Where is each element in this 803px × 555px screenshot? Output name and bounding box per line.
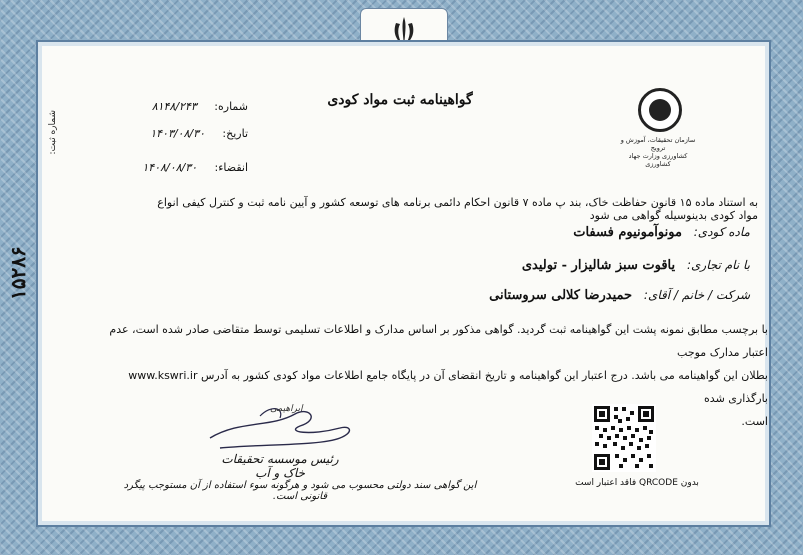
legal-notice: این گواهی سند دولتی محسوب می شود و هرگونه سوء استفاده از آن مستوجب پیگرد قانونی است. — [123, 480, 477, 502]
trade-name-label: با نام تجاری: — [686, 258, 750, 272]
fertilizer-label: ماده کودی: — [693, 225, 750, 239]
number-label: شماره: — [214, 100, 248, 113]
registration-number: ۱۵۲۸۶ — [6, 246, 30, 300]
fertilizer-row — [380, 225, 750, 240]
certificate-title: گواهینامه ثبت مواد کودی — [327, 92, 473, 108]
trade-name-row — [380, 258, 750, 273]
number-value: ۸۱۴۸/۲۴۳ — [151, 100, 197, 113]
logo-caption-line2: کشاورزی وزارت جهاد کشاورزی — [628, 152, 688, 168]
registration-label: شماره ثبت: — [48, 110, 58, 155]
expiry-label: انقضاء: — [214, 161, 248, 174]
agri-jihad-logo — [618, 88, 698, 168]
qr-code-icon — [592, 404, 656, 472]
company-row — [380, 288, 750, 303]
certificate-text-line1: با برچسب مطابق نمونه پشت این گواهینامه ثبت گردید. گواهی مذکور بر اساس مدارک و اطلاعات تسلیمی توسط متقاضی صادر شده است، عدم اعتبار مدارک موجب — [109, 323, 768, 359]
intro-paragraph: به استناد ماده ۱۵ قانون حفاظت خاک، بند پ ماده ۷ قانون احکام دائمی برنامه های توسعه کشور و آیین نامه ثبت و کنترل کیفی انواع مواد کودی بدینوسیله گواهی می شود — [157, 196, 758, 222]
fertilizer-value: مونوآمونیوم فسفات — [573, 225, 682, 240]
signatory-title: رئیس موسسه تحقیقات خاک و آب — [221, 452, 339, 480]
logo-caption-line1: سازمان تحقیقات، آموزش و ترویج — [620, 136, 696, 152]
logo-caption — [618, 136, 698, 168]
company-value: حمیدرضا کلالی سروستانی — [489, 288, 633, 303]
trade-name-value: یاقوت سبز شالیزار - تولیدی — [521, 258, 676, 273]
signature — [200, 398, 365, 456]
date-row — [88, 127, 248, 140]
company-label: شرکت / خانم / آقای: — [643, 288, 750, 302]
signature-name: ابراهیمی — [270, 404, 303, 414]
certificate-text-line2: بطلان این گواهینامه می باشد. درج اعتبار این گواهینامه و تاریخ انقضای آن در پایگاه جامع اطلاعات مواد کودی کشور به آدرس www.kswri.ir بارگذاری شده — [128, 369, 768, 405]
number-row — [88, 100, 248, 113]
expiry-row — [88, 161, 248, 174]
date-label: تاریخ: — [222, 127, 248, 140]
date-value: ۱۴۰۳/۰۸/۳۰ — [150, 127, 205, 140]
certificate-text-line3: است. — [741, 415, 768, 428]
jihad-emblem-icon — [638, 88, 682, 132]
expiry-value: ۱۴۰۸/۰۸/۳۰ — [142, 161, 198, 174]
qr-caption: بدون QRCODE فاقد اعتبار است — [575, 478, 699, 488]
certificate-text — [88, 318, 768, 433]
